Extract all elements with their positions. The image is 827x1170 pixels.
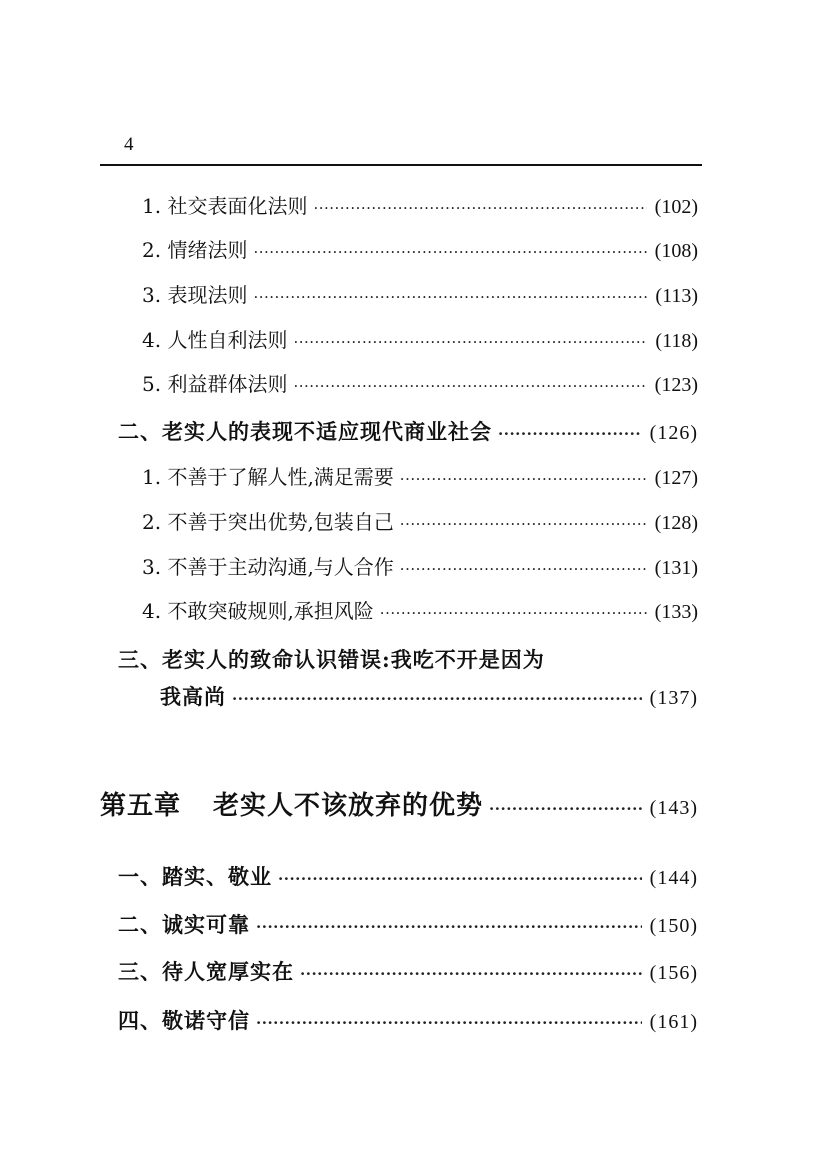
page-number: 4 — [124, 134, 134, 155]
toc-entry — [142, 280, 698, 310]
dot-leader — [256, 912, 642, 942]
toc-entry — [142, 191, 698, 221]
toc-entry-title: 5. 利益群体法则 — [142, 372, 288, 396]
toc-section-title: 四、敬诺守信 — [118, 1008, 250, 1033]
toc-section — [118, 910, 698, 940]
toc-section-title-line2: 我高尚 — [160, 684, 226, 709]
toc-entry-title: 1. 不善于了解人性,满足需要 — [142, 465, 394, 489]
toc-entry — [142, 552, 698, 582]
dot-leader — [498, 419, 642, 449]
dot-leader — [400, 554, 647, 584]
toc-section-title: 二、老实人的表现不适应现代商业社会 — [118, 419, 492, 444]
toc-entry-page: (128) — [654, 512, 698, 534]
dot-leader — [253, 237, 646, 267]
dot-leader — [400, 509, 647, 539]
header-rule — [100, 164, 702, 166]
toc-section-page: (156) — [649, 962, 698, 984]
toc-entry-page: (113) — [655, 285, 698, 307]
dot-leader — [293, 371, 646, 401]
toc-section — [160, 682, 698, 712]
toc-entry-page: (127) — [654, 467, 698, 489]
toc-entry-title: 1. 社交表面化法则 — [142, 194, 308, 218]
toc-entry — [142, 596, 698, 626]
toc-entry-page: (108) — [654, 240, 698, 262]
toc-section-page: (126) — [649, 422, 698, 444]
toc-entry-page: (118) — [655, 330, 698, 352]
toc-entry-title: 3. 不善于主动沟通,与人合作 — [142, 555, 394, 579]
dot-leader — [300, 959, 642, 989]
toc-entry — [142, 369, 698, 399]
dot-leader — [232, 684, 642, 714]
toc-entry — [142, 325, 698, 355]
toc-section-title: 二、诚实可靠 — [118, 912, 250, 937]
toc-entry-page: (123) — [654, 374, 698, 396]
dot-leader — [380, 598, 647, 628]
toc-section-page: (161) — [649, 1011, 698, 1033]
toc-entry-title: 2. 情绪法则 — [142, 238, 248, 262]
toc-entry-title: 2. 不善于突出优势,包装自己 — [142, 510, 394, 534]
toc-section-page: (144) — [649, 867, 698, 889]
toc-chapter-title — [100, 788, 483, 824]
dot-leader — [256, 1008, 642, 1038]
toc-section — [118, 417, 698, 447]
toc-section — [118, 862, 698, 892]
toc-section-page: (150) — [649, 915, 698, 937]
dot-leader — [278, 864, 642, 894]
toc-chapter — [100, 788, 698, 824]
toc-chapter-page: (143) — [649, 797, 698, 819]
dot-leader — [489, 791, 642, 827]
toc-entry-title: 4. 人性自利法则 — [142, 328, 288, 352]
dot-leader — [293, 327, 647, 357]
chapter-label: 第五章 — [100, 791, 182, 821]
toc-entry-page: (131) — [654, 557, 698, 579]
toc-section — [118, 1006, 698, 1036]
toc-section-title: 一、踏实、敬业 — [118, 864, 272, 889]
toc-entry-page: (133) — [654, 601, 698, 623]
dot-leader — [313, 193, 646, 223]
dot-leader — [400, 464, 647, 494]
toc-entry — [142, 235, 698, 265]
toc-entry-title: 4. 不敢突破规则,承担风险 — [142, 599, 374, 623]
toc-section-title: 三、待人宽厚实在 — [118, 959, 294, 984]
dot-leader — [253, 282, 647, 312]
toc-entry-title: 3. 表现法则 — [142, 283, 248, 307]
toc-section — [118, 957, 698, 987]
toc-section-page: (137) — [649, 687, 698, 709]
toc-entry — [142, 507, 698, 537]
toc-entry — [142, 462, 698, 492]
toc-entry-page: (102) — [654, 196, 698, 218]
chapter-name: 老实人不该放弃的优势 — [213, 791, 484, 821]
toc-section-title-line1: 三、老实人的致命认识错误:我吃不开是因为 — [118, 647, 545, 672]
